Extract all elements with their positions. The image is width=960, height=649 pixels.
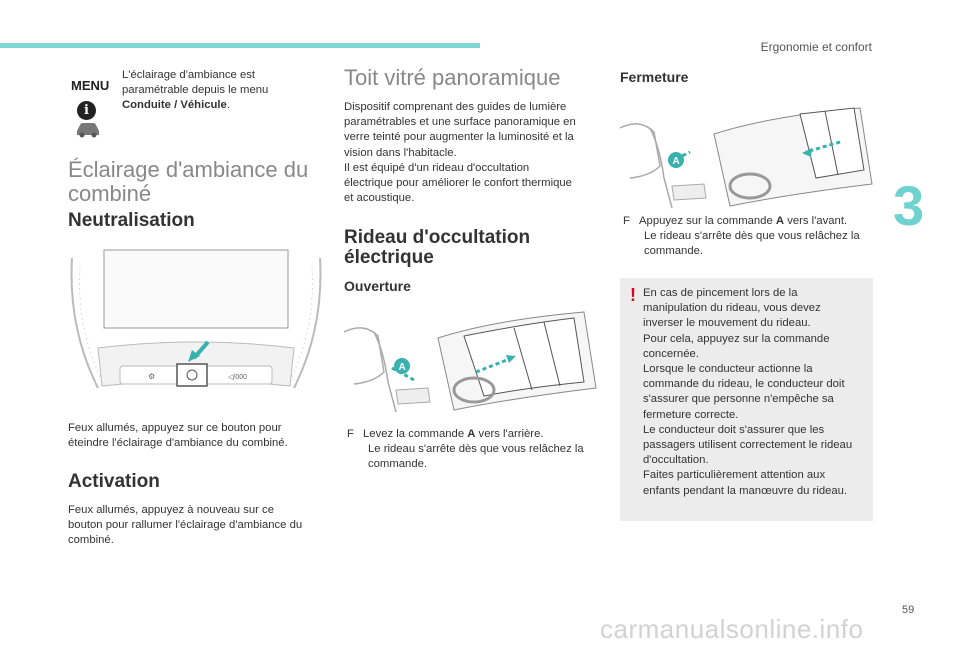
title-line: Éclairage d'ambiance du bbox=[68, 157, 309, 182]
warning-line: Le conducteur doit s'assurer que les bbox=[643, 423, 825, 436]
ouverture-illustration bbox=[344, 302, 600, 418]
step-line: commande. bbox=[368, 458, 428, 471]
text-line: combiné. bbox=[68, 534, 114, 547]
warning-line: manipulation du rideau, vous devez bbox=[643, 302, 821, 315]
step-line: Le rideau s'arrête dès que vous relâchez la bbox=[368, 443, 584, 456]
title-line: combiné bbox=[68, 181, 152, 206]
heading-activation: Activation bbox=[68, 471, 160, 492]
warning-text bbox=[643, 286, 871, 499]
heading-fermeture: Fermeture bbox=[620, 69, 689, 85]
text-line: Il est équipé d'un rideau d'occultation bbox=[344, 161, 530, 174]
menu-note-path bbox=[122, 98, 322, 113]
text-line: Dispositif comprenant des guides de lumière bbox=[344, 101, 567, 113]
callout-a-label: A bbox=[672, 156, 680, 167]
step-key: A bbox=[775, 215, 785, 227]
step-pre: Appuyez sur la commande bbox=[639, 215, 776, 227]
step-pre: Levez la commande bbox=[363, 428, 468, 440]
menu-path-end: . bbox=[226, 99, 230, 112]
step-line bbox=[347, 427, 584, 442]
text-line: et acoustique. bbox=[344, 192, 415, 205]
cluster-illustration bbox=[68, 248, 324, 396]
bullet-icon: F bbox=[623, 215, 630, 227]
warning-line: fermeture correcte. bbox=[643, 408, 739, 421]
step-post: vers l'arrière. bbox=[475, 428, 544, 440]
step-line: commande. bbox=[644, 245, 704, 258]
warning-line: s'assurer que personne n'empêche sa bbox=[643, 393, 834, 406]
warning-line: Pour cela, appuyez sur la commande bbox=[643, 332, 830, 345]
warning-line: commande du rideau, le conducteur doit bbox=[643, 378, 845, 391]
text-line: vision dans l'habitacle. bbox=[344, 146, 457, 159]
warning-line: d'occultation. bbox=[643, 454, 709, 467]
warning-line: Faites particulièrement attention aux bbox=[643, 469, 826, 482]
warning-line: enfants pendant la manœuvre du rideau. bbox=[643, 484, 848, 497]
menu-note bbox=[122, 68, 322, 114]
text-line: Feux allumés, appuyez à nouveau sur ce bbox=[68, 504, 274, 516]
ouverture-step bbox=[347, 427, 584, 473]
menu-path: Conduite / Véhicule bbox=[122, 99, 227, 112]
page-title-toit: Toit vitré panoramique bbox=[344, 65, 561, 90]
heading-ouverture: Ouverture bbox=[344, 278, 411, 294]
menu-label: MENU bbox=[71, 78, 110, 93]
step-key: A bbox=[467, 428, 476, 440]
car-icon bbox=[74, 120, 102, 138]
step-line: Le rideau s'arrête dès que vous relâchez la bbox=[644, 230, 860, 243]
text-line: Feux allumés, appuyez sur ce bouton pour bbox=[68, 422, 282, 434]
heading-rideau bbox=[344, 228, 530, 268]
step-line bbox=[623, 214, 860, 229]
warning-line: En cas de pincement lors de la bbox=[643, 287, 798, 299]
menu-note-line: paramétrable depuis le menu bbox=[122, 84, 269, 97]
activation-text bbox=[68, 503, 302, 549]
svg-text:⚙: ⚙ bbox=[148, 372, 156, 381]
warning-line: concernée. bbox=[643, 347, 699, 360]
header-accent-bar bbox=[0, 43, 480, 48]
step-post: vers l'avant. bbox=[784, 215, 848, 227]
section-title: Ergonomie et confort bbox=[760, 40, 872, 54]
bullet-icon: F bbox=[347, 428, 354, 440]
warning-line: inverser le mouvement du rideau. bbox=[643, 317, 811, 330]
warning-line: passagers utilisent correctement le rideau bbox=[643, 439, 853, 452]
menu-note-line: L'éclairage d'ambiance est bbox=[122, 69, 256, 81]
fermeture-step bbox=[623, 214, 860, 260]
heading-line: électrique bbox=[344, 247, 434, 268]
chapter-number: 3 bbox=[893, 174, 925, 237]
warning-line: Lorsque le conducteur actionne la bbox=[643, 363, 813, 376]
neutral-text bbox=[68, 421, 288, 451]
info-icon: i bbox=[77, 101, 96, 120]
svg-text:◁/000: ◁/000 bbox=[228, 374, 248, 381]
text-line: bouton pour rallumer l'éclairage d'ambiance du bbox=[68, 519, 303, 532]
toit-intro bbox=[344, 100, 576, 206]
text-line: électrique pour améliorer le confort thermique bbox=[344, 177, 572, 190]
watermark: carmanualsonline.info bbox=[600, 614, 864, 644]
callout-a-label: A bbox=[398, 362, 406, 373]
fermeture-illustration bbox=[620, 100, 876, 212]
warning-icon: ! bbox=[630, 285, 636, 305]
heading-line: Rideau d'occultation bbox=[344, 227, 531, 248]
text-line: verre teinté pour augmenter la luminosité et la bbox=[344, 131, 574, 144]
heading-neutralisation: Neutralisation bbox=[68, 210, 195, 231]
page-title-eclairage bbox=[68, 158, 308, 206]
page-number: 59 bbox=[902, 604, 915, 616]
text-line: paramétrables et une surface panoramique en bbox=[344, 116, 576, 129]
text-line: éteindre l'éclairage d'ambiance du combiné. bbox=[68, 437, 288, 450]
